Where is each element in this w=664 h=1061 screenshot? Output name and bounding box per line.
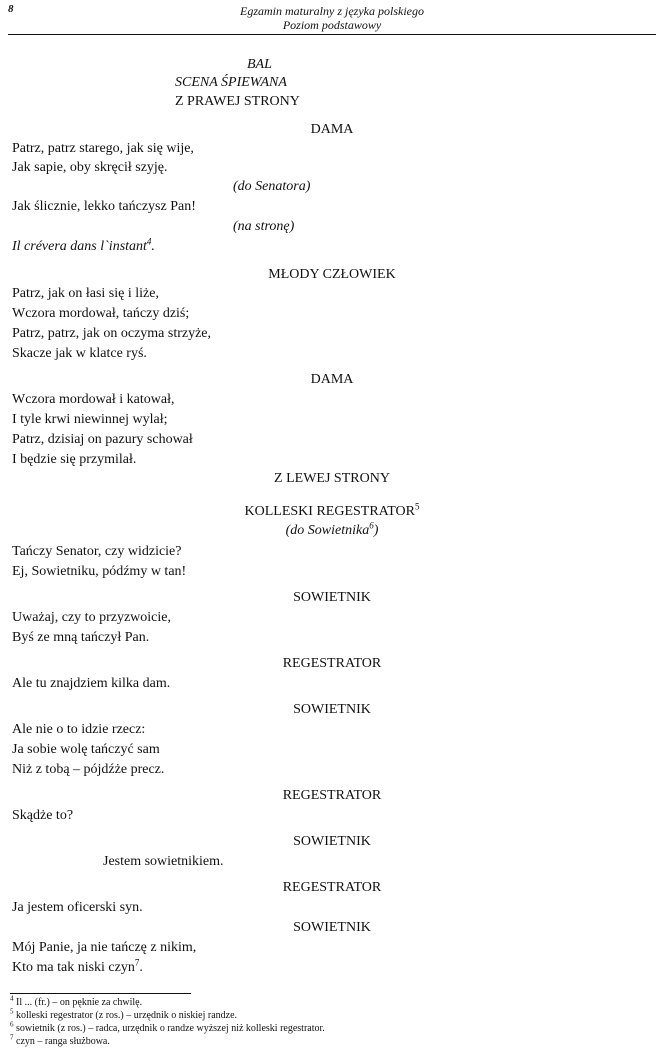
- speaker-regestrator: REGESTRATOR: [282, 656, 382, 671]
- verse-line: Patrz, jak on łasi się i liże,: [12, 286, 159, 301]
- title-prawa-strona: Z PRAWEJ STRONY: [175, 94, 300, 109]
- page-number: 8: [8, 3, 14, 15]
- footnote-rule: [10, 993, 191, 994]
- verse-line: Patrz, patrz, jak on oczyma strzyże,: [12, 326, 212, 341]
- stage-direction-text: ): [373, 523, 379, 538]
- footnote-7: [10, 1033, 110, 1048]
- verse-line: Mój Panie, ja nie tańczę z nikim,: [12, 940, 197, 955]
- verse-line: Ja jestem oficerski syn.: [12, 900, 143, 915]
- speaker-sowietnik: SOWIETNIK: [293, 590, 371, 605]
- verse-line: Jak ślicznie, lekko tańczysz Pan!: [12, 199, 196, 214]
- verse-line: [12, 959, 143, 976]
- verse-line: Byś ze mną tańczył Pan.: [12, 630, 150, 645]
- speaker-mlody-czlowiek: MŁODY CZŁOWIEK: [268, 267, 396, 282]
- footnote-6: [10, 1020, 325, 1035]
- footnote-number: 5: [10, 1007, 14, 1016]
- speaker-dama-1: DAMA: [310, 122, 354, 137]
- footnote-number: 6: [10, 1020, 14, 1029]
- verse-line: Tańczy Senator, czy widzicie?: [12, 544, 182, 559]
- speaker-text: KOLLESKI REGESTRATOR: [244, 504, 415, 519]
- verse-text: Kto ma tak niski czyn: [12, 960, 135, 975]
- verse-line: I będzie się przymilał.: [12, 452, 137, 467]
- stage-direction-text: (do Sowietnika: [285, 523, 370, 538]
- speaker-dama-2: DAMA: [310, 372, 354, 387]
- verse-line-french: [12, 238, 155, 255]
- footnote-5: [10, 1007, 238, 1022]
- footnote-number: 4: [10, 994, 14, 1003]
- verse-text: .: [139, 960, 143, 975]
- footnote-text: Il ... (fr.) – on pęknie za chwilę.: [16, 997, 143, 1008]
- footnote-ref: 7: [134, 957, 140, 968]
- footnote-text: czyn – ranga służbowa.: [16, 1036, 110, 1047]
- verse-line: Skacze jak w klatce ryś.: [12, 346, 147, 361]
- stage-direction: [0, 522, 664, 539]
- verse-line: Ja sobie wolę tańczyć sam: [12, 742, 160, 757]
- verse-text: Il crévera dans l`instant: [12, 239, 147, 254]
- verse-line: Wczora mordował, tańczy dziś;: [12, 306, 190, 321]
- footnote-text: sowietnik (z ros.) – radca, urzędnik o randze wyższej niż kolleski regestrator.: [16, 1023, 325, 1034]
- header-exam-title: Egzamin maturalny z języka polskiego: [240, 4, 424, 18]
- verse-line: Uważaj, czy to przyzwoicie,: [12, 610, 171, 625]
- footnote-number: 7: [10, 1033, 14, 1042]
- footnote-text: kolleski regestrator (z ros.) – urzędnik o niskiej randze.: [16, 1010, 238, 1021]
- verse-line: Patrz, dzisiaj on pazury schował: [12, 432, 193, 447]
- footnote-ref: 5: [414, 501, 420, 512]
- verse-line: Skądże to?: [12, 808, 74, 823]
- verse-line: I tyle krwi niewinnej wylał;: [12, 412, 168, 427]
- header-level: Poziom podstawowy: [282, 18, 382, 32]
- verse-line: Patrz, patrz starego, jak się wije,: [12, 141, 194, 156]
- verse-line: Jak sapie, oby skręcił szyję.: [12, 160, 168, 175]
- title-bal: BAL: [247, 57, 272, 72]
- verse-line: Niż z tobą – pójdźże precz.: [12, 762, 165, 777]
- speaker-sowietnik: SOWIETNIK: [293, 920, 371, 935]
- speaker-sowietnik: SOWIETNIK: [293, 834, 371, 849]
- verse-line: Jestem sowietnikiem.: [103, 854, 224, 869]
- speaker-kolleski-regestrator: [0, 503, 664, 520]
- verse-line: Ale tu znajdziem kilka dam.: [12, 676, 171, 691]
- speaker-sowietnik: SOWIETNIK: [293, 702, 371, 717]
- verse-line: Ej, Sowietniku, pódźmy w tan!: [12, 564, 187, 579]
- title-lewa-strona: Z LEWEJ STRONY: [274, 471, 390, 486]
- footnote-ref: 4: [146, 236, 152, 247]
- speaker-regestrator: REGESTRATOR: [282, 788, 382, 803]
- verse-line: Wczora mordował i katował,: [12, 392, 175, 407]
- stage-direction: (na stronę): [233, 219, 295, 234]
- footnote-ref: 6: [369, 520, 374, 531]
- verse-line: Ale nie o to idzie rzecz:: [12, 722, 146, 737]
- stage-direction: (do Senatora): [233, 179, 311, 194]
- header-rule: [8, 34, 656, 35]
- footnote-4: [10, 994, 143, 1009]
- speaker-regestrator: REGESTRATOR: [282, 880, 382, 895]
- verse-text: .: [151, 239, 155, 254]
- title-scena: SCENA ŚPIEWANA: [175, 75, 287, 90]
